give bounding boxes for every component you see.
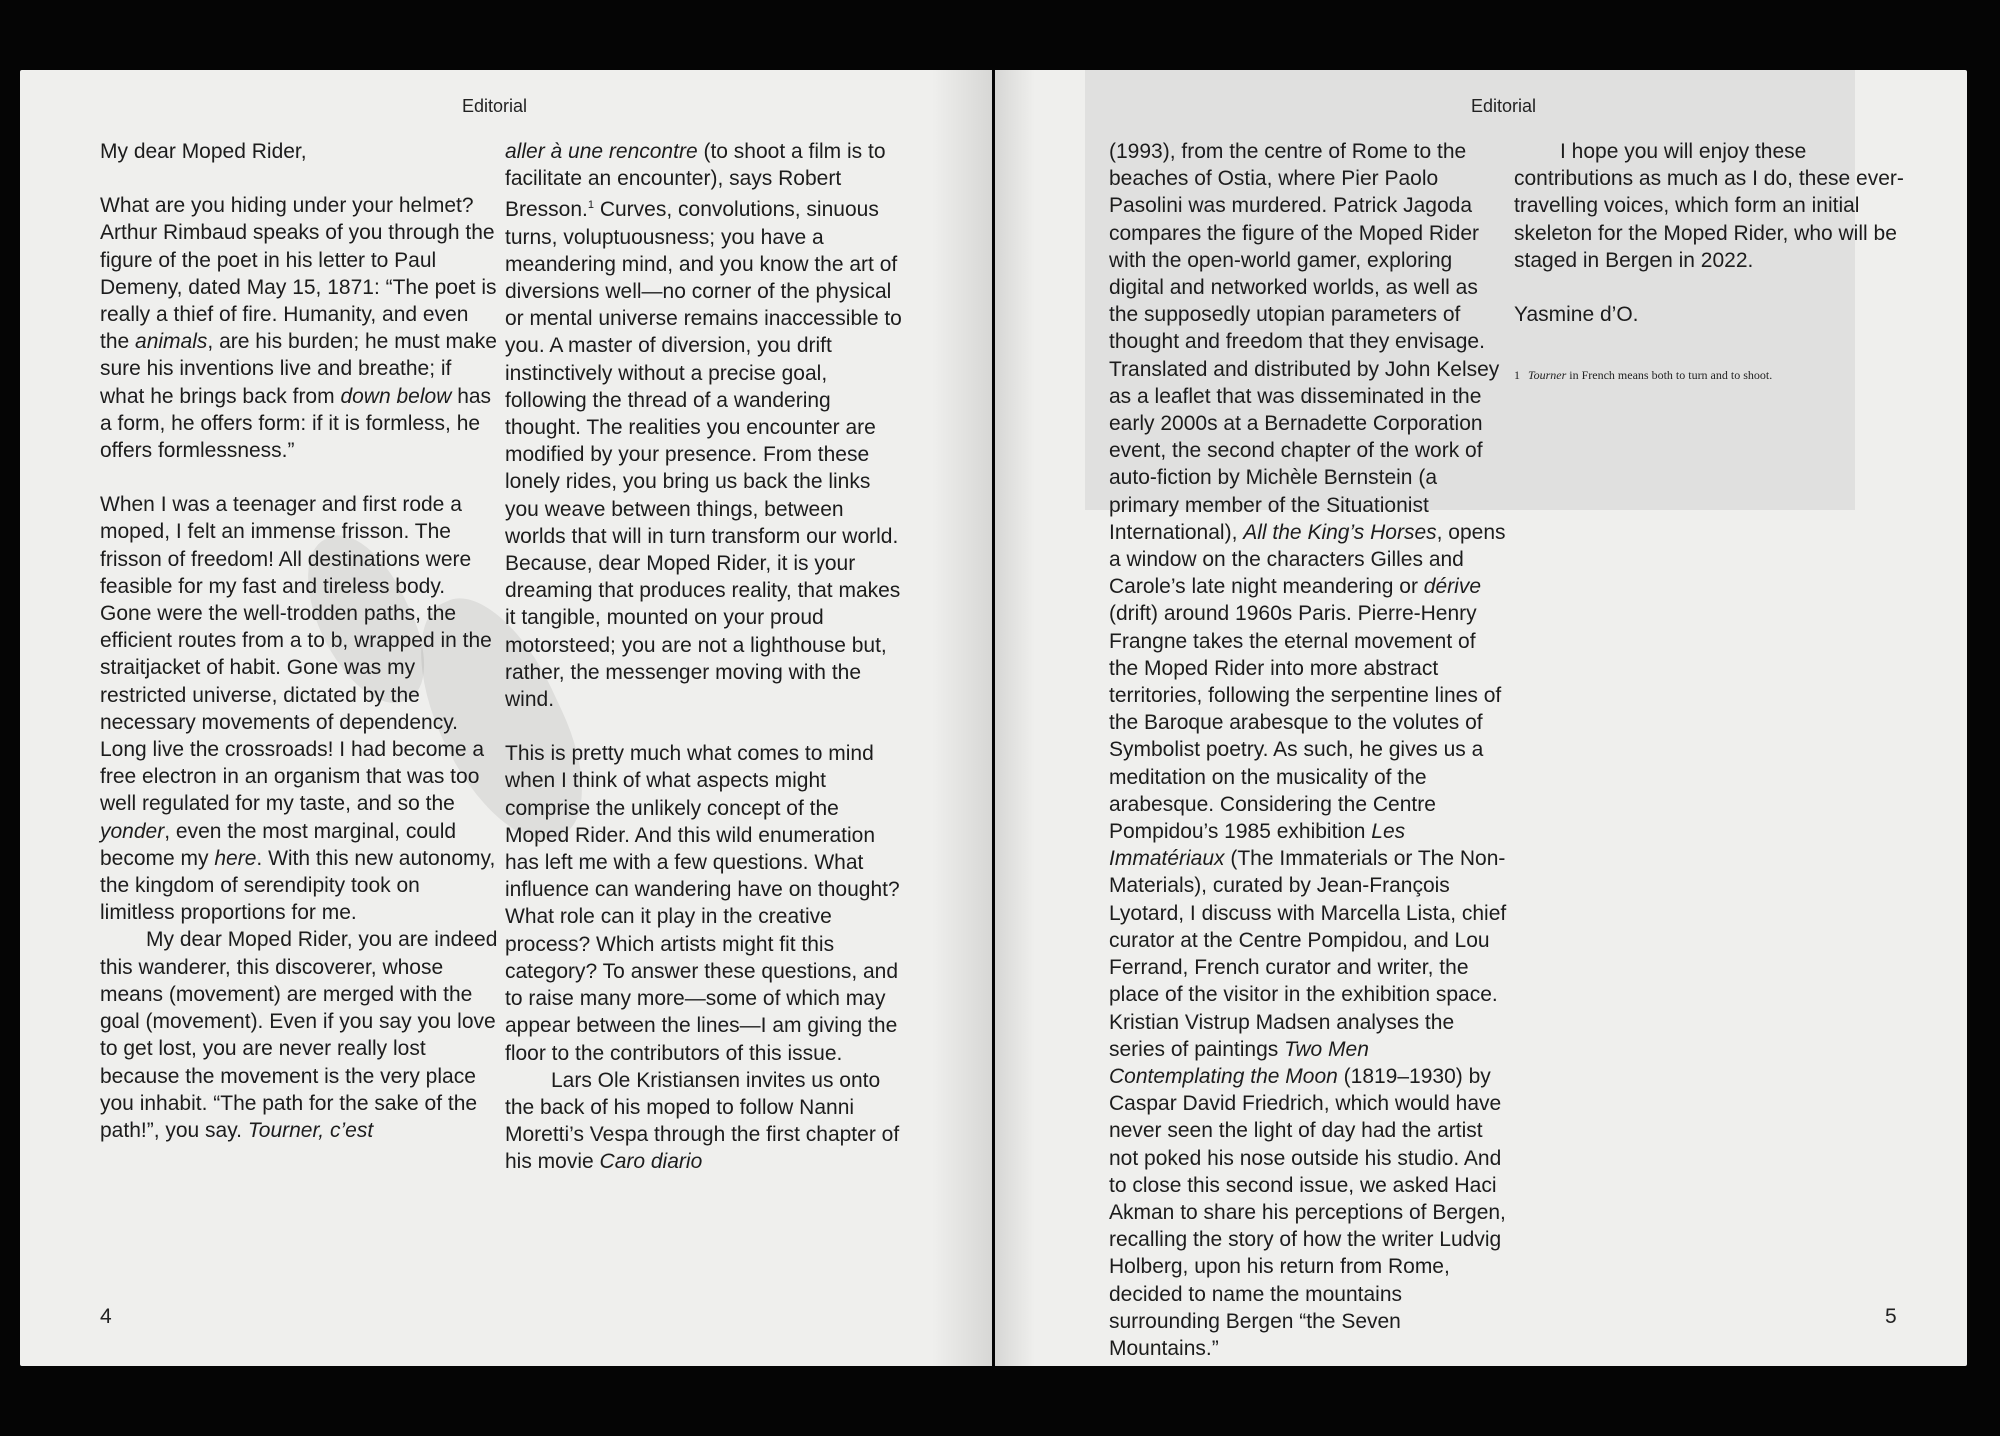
text-column-1 [1109, 138, 1509, 1362]
footnote: 1 Tourner in French means both to turn and to shoot. [1514, 368, 1773, 383]
footnote-reference[interactable]: 1 [587, 199, 594, 212]
running-head: Editorial [462, 96, 528, 116]
text-column-2 [1514, 138, 1924, 383]
text-column-2 [505, 138, 905, 1176]
signature: Yasmine d’O. [1514, 303, 1639, 327]
paragraph: Lars Ole Kristiansen invites us onto the back of his moped to follow Nanni Moretti’s Vespa through the first chapter of his movie Caro diario [505, 1068, 900, 1174]
gutter-shadow [995, 70, 1035, 1366]
salutation: My dear Moped Rider, [100, 140, 307, 163]
page-number: 5 [1885, 1305, 1897, 1328]
gutter-shadow [932, 70, 992, 1366]
right-page [995, 70, 1967, 1366]
paragraph: I hope you will enjoy these contributions as much as I do, these ever-travelling voices, which form an initial skeleton for the Moped Rider, who will be staged in Bergen in 2022. [1514, 140, 1904, 272]
left-page [20, 70, 992, 1366]
paragraph: What are you hiding under your helmet? Arthur Rimbaud speaks of you through the figure of the poet in his letter to Paul Demeny, dated May 15, 1871: “The poet is really a thief of fire. Humanity, and even the animals, are his burden; he must make sure his inventions live and breathe; if what he brings back from down below has a form, he offers form: if it is formless, he offers formlessness.” [100, 194, 497, 463]
paragraph: (1993), from the centre of Rome to the beaches of Ostia, where Pier Paolo Pasolini was murdered. Patrick Jagoda compares the figure of the Moped Rider with the open-world gamer, exploring digital and networked worlds, as well as the supposedly utopian parameters of thought and freedom that they envisage. Translated and distributed by John Kelsey as a leaflet that was disseminated in the early 2000s at a Bernadette Corporation event, the second chapter of the work of auto-fiction by Michèle Bernstein (a primary member of the Situationist International), All the King’s Horses, opens a window on the characters Gilles and Carole’s late night meandering or dérive (drift) around 1960s Paris. Pierre-Henry Frangne takes the eternal movement of the Moped Rider into more abstract territories, following the serpentine lines of the Baroque arabesque to the volutes of Symbolist poetry. As such, he gives us a meditation on the musicality of the arabesque. Considering the Centre Pompidou’s 1985 exhibition Les Immatériaux (The Immaterials or The Non-Materials), curated by Jean-François Lyotard, I discuss with Marcella Lista, chief curator at the Centre Pompidou, and Lou Ferrand, French curator and writer, the place of the visitor in the exhibition space. Kristian Vistrup Madsen analyses the series of paintings Two Men Contemplating the Moon (1819–1930) by Caspar David Friedrich, which would have never seen the light of day had the artist not poked his nose outside his studio. And to close this second issue, we asked Haci Akman to share his perceptions of Bergen, recalling the story of how the writer Ludvig Holberg, upon his return from Rome, decided to name the mountains surrounding Bergen “the Seven Mountains.” [1109, 140, 1507, 1360]
paragraph: When I was a teenager and first rode a moped, I felt an immense frisson. The frisson of freedom! All destinations were feasible for my fast and tireless body. Gone were the well-trodden paths, the efficient routes from a to b, wrapped in the straitjacket of habit. Gone was my restricted universe, dictated by the necessary movements of dependency. Long live the crossroads! I had become a free electron in an organism that was too well regulated for my taste, and so the yonder, even the most marginal, could become my here. With this new autonomy, the kingdom of serendipity took on limitless proportions for me. [100, 493, 496, 925]
page-number: 4 [100, 1305, 112, 1328]
paragraph: This is pretty much what comes to mind when I think of what aspects might comprise the unlikely concept of the Moped Rider. And this wild enumeration has left me with a few questions. What influence can wandering have on thought? What role can it play in the creative process? Which artists might fit this category? To answer these questions, and to raise many more—some of which may appear between the lines—I am giving the floor to the contributors of this issue. [505, 742, 900, 1065]
paragraph: My dear Moped Rider, you are indeed this wanderer, this discoverer, whose means (movement) are merged with the goal (movement). Even if you say you love to get lost, you are never really lost because the movement is the very place you inhabit. “The path for the sake of the path!”, you say. Tourner, c’est [100, 928, 498, 1142]
running-head: Editorial [1471, 96, 1537, 116]
text-column-1 [100, 138, 500, 1144]
paragraph: aller à une rencontre (to shoot a film is to facilitate an encounter), says Robert Bresson.$^1$ Curves, convolutions, sinuous turns, voluptuousness; you have a meandering mind, and you know the art of diversions well—no corner of the physical or mental universe remains inaccessible to you. A master of diversion, you drift instinctively without a precise goal, following the thread of a wandering thought. The realities you encounter are modified by your presence. From these lonely rides, you bring us back the links you weave between things, between worlds that will in turn transform our world. Because, dear Moped Rider, it is your dreaming that produces reality, that makes it tangible, mounted on your proud motorsteed; you are not a lighthouse but, rather, the messenger moving with the wind. [505, 140, 902, 712]
